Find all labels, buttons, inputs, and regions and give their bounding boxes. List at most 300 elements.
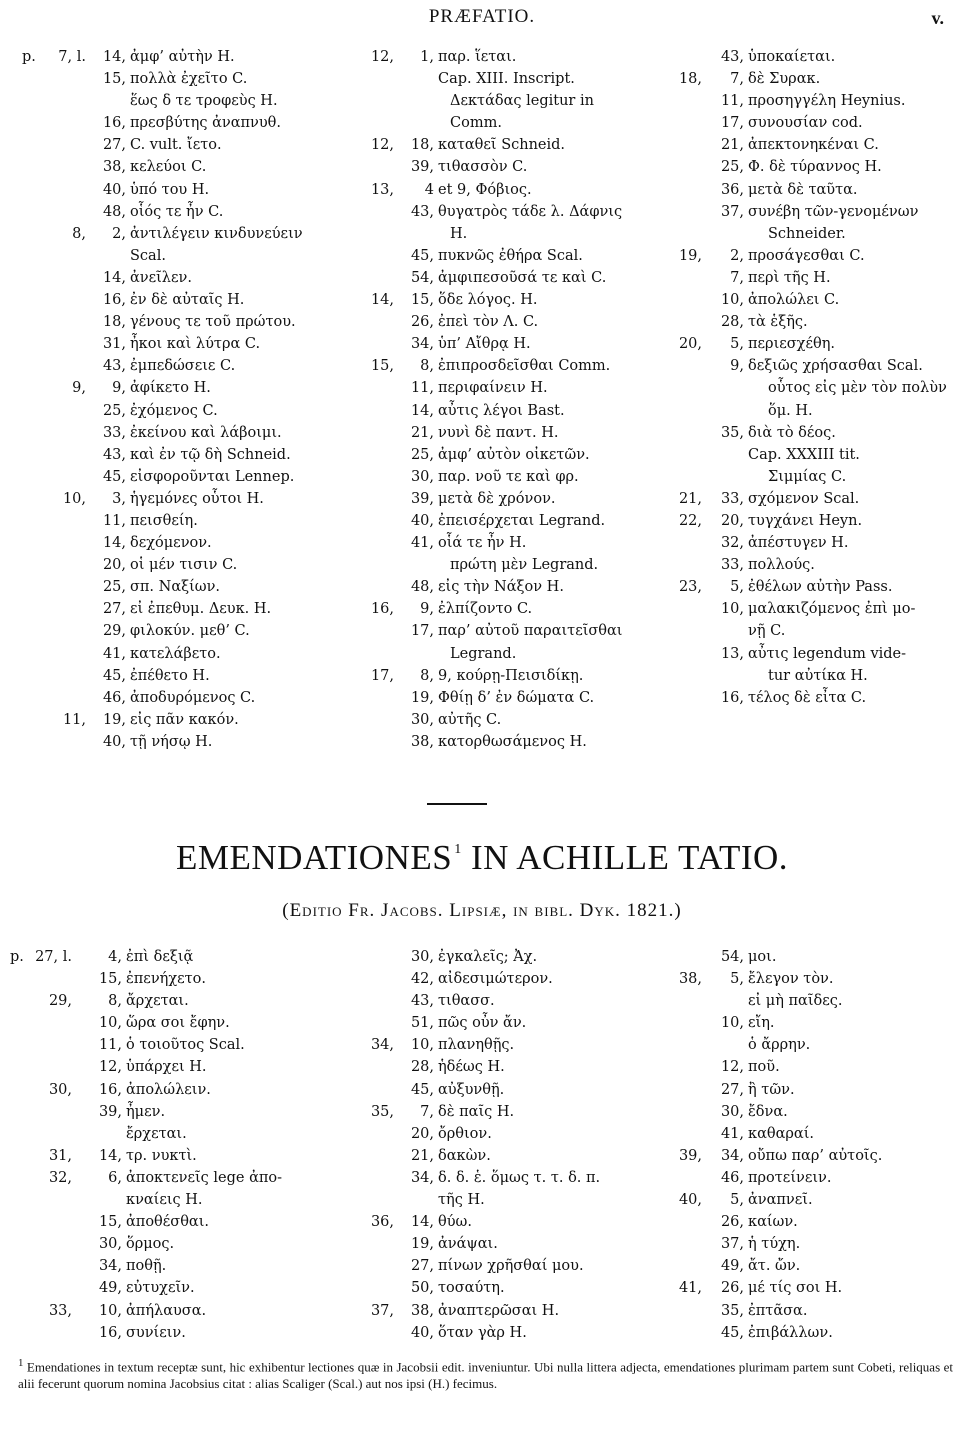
emendation-text: ποῦ. [748,1059,780,1076]
entry-line [350,223,670,245]
entry-line [350,333,670,355]
emendation-text: ἀφίκετο H. [130,380,211,397]
line-reference: 28, [410,1059,434,1076]
line-reference: 45, [102,667,126,684]
emendation-text: δ. δ. ἑ. ὅμως τ. τ. δ. π. [438,1169,601,1186]
entry-line [22,68,332,90]
emendation-text: ἡδέως H. [438,1059,505,1076]
entry-line [22,510,332,532]
entry-line [10,1012,340,1034]
line-reference: 45, [720,1324,744,1341]
entry-line [350,1233,670,1255]
emendation-text: ἕως δ τε τροφεὺς H. [130,93,278,110]
emendation-text: ἐπεισέρχεται Legrand. [438,512,606,529]
entry-line [350,466,670,488]
entry-line [672,532,962,554]
line-reference: 33, [720,557,744,574]
line-reference: 32, [720,535,744,552]
entry-line [350,1145,670,1167]
emendation-text: παρ. ἵεται. [438,49,517,65]
running-title: PRÆFATIO. [428,6,536,27]
emendation-text: ὑποκαίεται. [748,49,836,65]
entry-line [350,687,670,709]
emendation-text: εἴη. [748,1015,775,1032]
entry-line [22,598,332,620]
emendationes-column-1 [10,946,340,1344]
entry-line [672,1277,962,1299]
page-reference: 22, [678,512,702,529]
emendation-text: ἡ τύχη. [748,1236,801,1253]
entry-line [672,1255,962,1277]
entry-line [350,46,670,68]
entry-line [10,1034,340,1056]
entry-line [22,377,332,399]
line-reference: 8, [420,358,434,375]
emendation-text: ἐπέθετο H. [130,667,210,684]
page-reference: 29, [48,993,72,1010]
entry-line [10,1189,340,1211]
emendation-text: οἷός τε ἦν C. [130,203,224,220]
line-reference: 46, [720,1169,744,1186]
line-reference: 25, [102,579,126,596]
emendation-text: ὁ ἄρρην. [748,1037,811,1054]
line-reference: 38, [102,159,126,176]
entry-line [672,267,962,289]
line-reference: 9, [730,358,744,375]
line-reference: 4, [108,949,122,965]
page-reference: 11, [62,711,86,728]
line-reference: 43, [410,993,434,1010]
entry-line [22,554,332,576]
line-reference: 10, [410,1037,434,1054]
emendation-text: κατελάβετο. [130,645,221,662]
line-reference: 10, [98,1015,122,1032]
emendation-text: καὶ ἐν τῷ δὴ Schneid. [130,446,291,463]
line-reference: 31, [102,336,126,353]
entry-line [10,1233,340,1255]
line-reference: 27, [720,1081,744,1098]
edition-subtitle: (Editio Fr. Jacobs. Lipsiæ, in bibl. Dyk. 1821.) [282,900,682,921]
line-reference: 37, [720,1236,744,1253]
line-reference: 26, [410,314,434,331]
emendation-text: ὅδε λόγος. H. [438,292,538,309]
entry-line [672,1322,962,1344]
entry-line [672,422,962,444]
emendation-text: ἀπολώλειν. [126,1081,211,1098]
line-reference: 16, [98,1324,122,1341]
page-reference: 33, [48,1302,72,1319]
entry-line [672,990,962,1012]
emendation-text: ἄτ. ὤν. [748,1258,801,1275]
emendation-text: Cap. XXXIII tit. [748,446,860,463]
line-reference: 5, [730,1192,744,1209]
entry-line [22,179,332,201]
emendation-text: τυγχάνει Heyn. [748,512,863,529]
entry-line [350,576,670,598]
emendation-text: Σιμμίας C. [768,468,847,485]
emendation-text: ἦκοι καὶ λύτρα C. [130,336,261,353]
line-reference: 41, [102,645,126,662]
emendation-text: ἢ τῶν. [748,1081,795,1098]
page-reference: 37, [370,1302,394,1319]
line-reference: 43, [102,446,126,463]
line-reference: 46, [102,689,126,706]
emendation-text: ἀπολώλει C. [748,292,840,309]
emendation-text: αὖτις legendum vide- [748,645,907,662]
line-reference: 39, [410,490,434,507]
entry-line [22,576,332,598]
line-reference: 30, [720,1103,744,1120]
entry-line [22,643,332,665]
emendation-text: ἐχόμενος C. [130,402,218,419]
line-reference: 27, [102,137,126,154]
emendation-text: ἦμεν. [126,1103,166,1120]
line-reference: 8, [420,667,434,684]
page-reference: 17, [370,667,394,684]
entry-line [22,311,332,333]
line-reference: 48, [410,579,434,596]
entry-line [22,731,332,753]
emendation-text: ὑπάρχει H. [126,1059,207,1076]
entry-line [22,156,332,178]
emendation-text: συνέβη τῶν-γενομένων [748,203,919,220]
entry-line [672,333,962,355]
line-reference: 29, [102,623,126,640]
line-reference: 9, [112,380,126,397]
emendation-text: πρεσβύτης ἀναπνυθ. [130,115,281,132]
emendation-text: οὔπω παρ’ αὐτοῖς. [748,1147,883,1164]
line-reference: 40, [410,512,434,529]
entry-line [350,377,670,399]
section-title-main: EMENDATIONES [175,838,453,877]
footnote-text: Emendationes in textum receptæ sunt, hic exhibentur lectiones quæ in Jacobsii edit. inveniuntur. Ubi nulla littera adjecta, emendationes plurimam partem sunt Cobeti, reliquas et alii fecerunt quorum nomina Jacobsius citat : alias Scaliger (Scal.) aut nos ipsi (H.) fecimus. [18,1359,954,1391]
page-reference: 40, [678,1192,702,1209]
emendation-text: οἷά τε ἦν H. [438,535,527,552]
emendation-text: ἀνάψαι. [438,1236,498,1253]
line-reference: 20, [102,557,126,574]
entry-line [10,968,340,990]
emendation-text: τὰ ἑξῆς. [748,314,808,331]
page-reference: 13, [370,181,394,198]
entry-line [350,1123,670,1145]
entry-line [22,112,332,134]
line-reference: 49, [720,1258,744,1275]
entry-line [10,1300,340,1322]
entry-line [22,709,332,731]
emendation-text: κατορθωσάμενος H. [438,733,587,750]
emendation-text: Legrand. [450,645,517,662]
emendation-text: ἀντιλέγειν κινδυνεύειν [130,225,303,242]
emendation-text: ὄρθιον. [438,1125,492,1142]
entry-line [350,112,670,134]
emendation-text: τιθασσ. [438,993,495,1010]
emendation-text: αὐτῆς C. [438,711,502,728]
page-reference: 12, [370,49,394,65]
entry-line [10,1079,340,1101]
entry-line [672,311,962,333]
line-reference: 16, [720,689,744,706]
entry-line [22,532,332,554]
emendation-text: σπ. Ναξίων. [130,579,221,596]
emendation-text: et 9, Φόβιος. [438,181,532,198]
emendation-text: περιεσχέθη. [748,336,835,353]
line-reference: 15, [98,1214,122,1231]
emendation-text: σχόμενον Scal. [748,490,860,507]
emendation-text: τέλος δὲ εἶτα C. [748,689,867,706]
entry-line [672,466,962,488]
entry-line [672,1189,962,1211]
emendation-text: θυγατρὸς τάδε λ. Δάφνις [438,203,623,220]
emendationes-column-3 [672,946,962,1344]
entry-line [350,444,670,466]
emendation-text: Schneider. [768,225,846,242]
line-reference: 14, [102,49,126,65]
entry-line [350,201,670,223]
page-reference: 9, [72,380,86,397]
footnote-reference: 1 [454,842,462,857]
entry-line [350,968,670,990]
entry-line [22,245,332,267]
entry-line [350,1034,670,1056]
line-reference: 50, [410,1280,434,1297]
entry-line [350,1056,670,1078]
emendation-text: μοι. [748,949,777,965]
emendation-text: προσηγγέλη Heynius. [748,93,906,110]
line-reference: 26, [720,1280,744,1297]
emendation-text: ἐμπεδώσειε C. [130,358,236,375]
emendation-text: ἀμφ’ αὐτὴν H. [130,49,235,65]
line-reference: 14, [98,1147,122,1164]
emendation-text: τῆς H. [438,1192,485,1209]
emendation-text: δεξιῶς χρήσασθαι Scal. [748,358,923,375]
footnote-mark: 1 [18,1357,24,1369]
entry-line [350,1167,670,1189]
line-reference: 25, [720,159,744,176]
emendation-text: ἀπέστυγεν H. [748,535,849,552]
emendation-text: διὰ τὸ δέος. [748,424,836,441]
emendation-text: πολλὰ ἐχεῖτο C. [130,71,248,88]
page-reference: 27, l. [35,949,72,965]
line-reference: 35, [720,1302,744,1319]
entry-line [22,488,332,510]
line-reference: 43, [720,49,744,65]
emendation-text: δεχόμενον. [130,535,212,552]
prefatio-column-3 [672,46,962,709]
entry-line [350,731,670,753]
line-reference: 21, [410,1147,434,1164]
line-reference: 14, [102,535,126,552]
entry-line [22,687,332,709]
emendation-text: ὅμ. H. [768,402,813,419]
emendation-text: ἀμφιπεσοῦσά τε καὶ C. [438,269,607,286]
entry-line [22,400,332,422]
emendation-text: τρ. νυκτὶ. [126,1147,197,1164]
emendation-text: ἐλπίζοντο C. [438,601,533,618]
emendation-text: πολλούς. [748,557,815,574]
line-reference: 21, [720,137,744,154]
entry-line [672,201,962,223]
line-reference: 9, [420,601,434,618]
emendation-text: Φθίῃ δ’ ἐν δώματα C. [438,689,595,706]
emendation-text: τῇ νήσῳ H. [130,733,213,750]
emendation-text: πυκνῶς ἐθήρα Scal. [438,247,583,264]
emendation-text: ἔδνα. [748,1103,788,1120]
page-reference: 35, [370,1103,394,1120]
entry-line [22,620,332,642]
emendation-text: οὗτος εἰς μὲν τὸν πολὺν [768,380,947,397]
line-reference: 20, [720,512,744,529]
emendation-text: ἐπεὶ τὸν Λ. C. [438,314,539,331]
entry-line [350,510,670,532]
line-reference: 25, [410,446,434,463]
entry-line [350,1300,670,1322]
entry-line [672,179,962,201]
emendation-text: εὐτυχεῖν. [126,1280,195,1297]
entry-line [672,1211,962,1233]
page-reference: 23, [678,579,702,596]
emendation-text: πρώτη μὲν Legrand. [450,557,599,574]
emendation-text: προσάγεσθαι C. [748,247,865,264]
entry-line [672,1233,962,1255]
entry-line [350,532,670,554]
page-reference: 18, [678,71,702,88]
emendation-text: μαλακιζόμενος ἐπὶ μο- [748,601,916,618]
emendation-text: ἀποκτενεῖς lege ἀπο- [126,1169,283,1186]
emendation-text: ἐν δὲ αὐταῖς H. [130,292,245,309]
line-reference: 14, [410,1214,434,1231]
line-reference: 16, [98,1081,122,1098]
entry-line [350,267,670,289]
line-reference: 41, [720,1125,744,1142]
entry-line [350,1255,670,1277]
entry-line [672,400,962,422]
line-reference: 40, [102,733,126,750]
line-reference: 40, [410,1324,434,1341]
entry-line [10,990,340,1012]
entry-line [672,68,962,90]
entry-line [350,355,670,377]
emendation-text: νῇ C. [748,623,786,640]
entry-line [10,1145,340,1167]
line-reference: 19, [102,711,126,728]
entry-line [350,179,670,201]
entry-line [672,245,962,267]
page-reference: 21, [678,490,702,507]
entry-line [22,355,332,377]
page-reference: 7, l. [58,49,86,65]
line-reference: 51, [410,1015,434,1032]
entry-line [350,1012,670,1034]
emendation-text: ἄρχεται. [126,993,189,1010]
line-reference: 12, [98,1059,122,1076]
line-reference: 2, [730,247,744,264]
section-title [0,838,964,878]
emendation-text: ὁ τοιοῦτος Scal. [126,1037,245,1054]
emendation-text: τιθασσὸν C. [438,159,528,176]
emendation-text: H. [450,225,468,242]
emendation-text: δὲ Συρακ. [748,71,821,88]
emendation-text: 9, κούρῃ-Πεισιδίκῃ. [438,667,584,684]
line-reference: 8, [108,993,122,1010]
emendation-text: ἐπιβάλλων. [748,1324,833,1341]
page-reference: 34, [370,1037,394,1054]
entry-line [672,1034,962,1056]
emendation-text: δὲ παῖς H. [438,1103,515,1120]
emendation-text: προτείνειν. [748,1169,832,1186]
emendation-text: τοσαύτη. [438,1280,505,1297]
entry-line [10,1277,340,1299]
entry-line [672,223,962,245]
entry-line [672,1056,962,1078]
emendation-text: αὖτις λέγοι Bast. [438,402,565,419]
entry-line [22,46,332,68]
entry-line [672,968,962,990]
entry-line [22,90,332,112]
emendation-text: ἐπιπροσδεῖσθαι Comm. [438,358,611,375]
emendation-text: ἀποδυρόμενος C. [130,689,256,706]
entry-line [350,134,670,156]
emendation-text: Δεκτάδας legitur in [450,93,594,110]
entry-line [672,90,962,112]
line-reference: 18, [102,314,126,331]
emendation-text: οἱ μέν τισιν C. [130,557,238,574]
page-number: v. [931,8,944,28]
line-reference: 19, [410,689,434,706]
emendation-text: ἀναπτερῶσαι H. [438,1302,560,1319]
emendation-text: ὥρα σοι ἔφην. [126,1015,230,1032]
entry-line [350,620,670,642]
entry-line [672,1079,962,1101]
entry-line [350,1211,670,1233]
entry-line [350,990,670,1012]
line-reference: 33, [720,490,744,507]
emendation-text: ἀμφ’ αὐτὸν οἰκετῶν. [438,446,590,463]
emendation-text: Cap. XIII. Inscript. [438,71,575,88]
emendation-text: καθαραί. [748,1125,814,1142]
entry-line [350,422,670,444]
emendation-text: περὶ τῆς H. [748,269,831,286]
line-reference: 11, [720,93,744,110]
emendation-text: εἰ ἐπεθυμ. Δευκ. H. [130,601,272,618]
entry-line [10,1322,340,1344]
entry-line [22,134,332,156]
line-reference: 13, [720,645,744,662]
emendation-text: εἰ μὴ παῖδες. [748,993,843,1010]
line-reference: 14, [102,269,126,286]
emendation-text: Comm. [450,115,502,132]
entry-line [350,1189,670,1211]
page-reference: 14, [370,292,394,309]
line-reference: 39, [98,1103,122,1120]
entry-line [22,444,332,466]
entry-line [350,488,670,510]
emendation-text: κναίεις H. [126,1192,203,1209]
entry-line [10,1123,340,1145]
emendation-text: μετὰ δὲ χρόνον. [438,490,556,507]
line-reference: 37, [720,203,744,220]
emendation-text: ἐκείνου καὶ λάβοιμι. [130,424,282,441]
page-reference: 30, [48,1081,72,1098]
line-reference: 26, [720,1214,744,1231]
entry-line [672,112,962,134]
page-reference: 16, [370,601,394,618]
entry-line [672,488,962,510]
entry-line [672,576,962,598]
entry-line [672,946,962,968]
entry-line [22,289,332,311]
line-reference: 17, [720,115,744,132]
entry-line [350,665,670,687]
